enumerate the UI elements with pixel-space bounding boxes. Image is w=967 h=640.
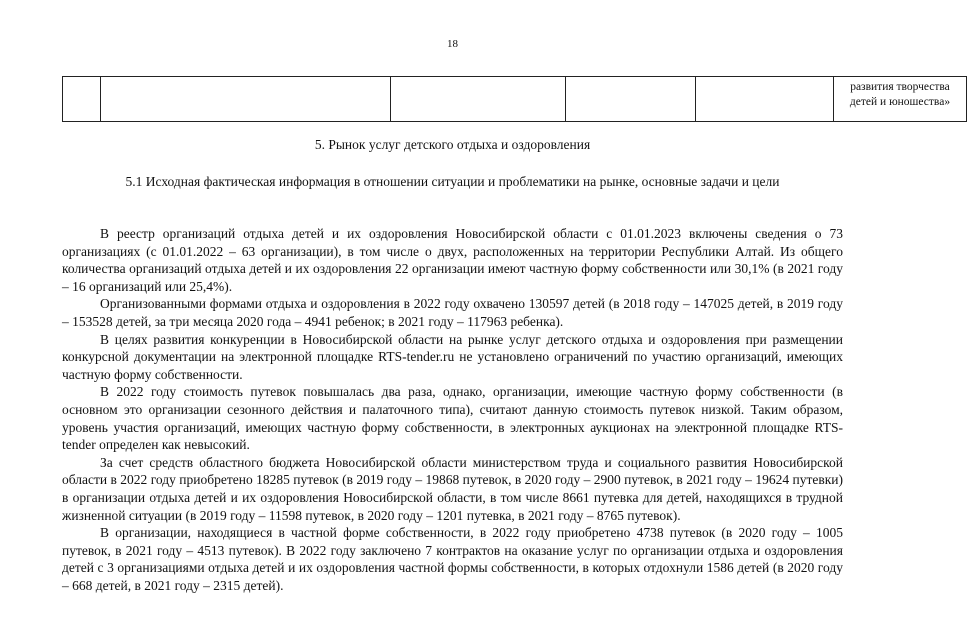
paragraph: Организованными формами отдыха и оздоровления в 2022 году охвачено 130597 детей (в 2018 году – 147025 детей, в 2019 году – 153528 детей, за три месяца 2020 года – 4941 ребенок; в 2021 году – 117963 ребенка). [62, 296, 843, 329]
subsection-title: 5.1 Исходная фактическая информация в отношении ситуации и проблематики на рынке, основные задачи и цели [125, 174, 780, 189]
paragraph: В организации, находящиеся в частной форме собственности, в 2022 году приобретено 4738 путевок (в 2020 году – 1005 путевок, в 2021 году – 4513 путевок). В 2022 году заключено 7 контрактов на оказание услуг по организации отдыха и оздоровления детей с 3 организациями отдыха детей и их оздоровления частной формы собственности, в которых отдохнули 1586 детей (в 2020 году – 668 детей, в 2021 году – 2315 детей). [62, 525, 843, 593]
paragraph: В реестр организаций отдыха детей и их оздоровления Новосибирской области с 01.01.2023 включены сведения о 73 организациях (с 01.01.2022 – 63 организации), в том числе о двух, расположенных на территории Республики Алтай. Из общего количества организаций отдыха детей и их оздоровления 22 организации имеют частную форму собственности или 30,1% (в 2021 году – 16 организаций или 25,4%). [62, 226, 843, 294]
table-row [63, 77, 967, 122]
page-number: 18 [447, 38, 458, 50]
body-text [62, 225, 843, 594]
paragraph: В целях развития конкуренции в Новосибирской области на рынке услуг детского отдыха и оздоровления при размещении конкурсной документации на электронной площадке RTS-tender.ru не установлено ограничений по участию организаций, имеющих частную форму собственности. [62, 331, 843, 382]
table-cell [63, 77, 101, 122]
paragraph: За счет средств областного бюджета Новосибирской области министерством труда и социального развития Новосибирской области в 2022 году приобретено 18285 путевок (в 2019 году – 19868 путевок, в 2020 году – 2900 путевок, в 2021 году – 19624 путевки) в организации отдыха детей и их оздоровления Новосибирской области, в том числе 8661 путевка для детей, находящихся в трудной жизненной ситуации (в 2019 году – 11598 путевок, в 2020 году – 1201 путевка, в 2021 году – 8765 путевок). [62, 454, 843, 523]
table-cell [101, 77, 391, 122]
table-cell [696, 77, 834, 122]
continuation-table [62, 76, 967, 122]
table-cell [391, 77, 566, 122]
section-title: 5. Рынок услуг детского отдыха и оздоровления [314, 137, 591, 152]
table-cell [566, 77, 696, 122]
paragraph: В 2022 году стоимость путевок повышалась два раза, однако, организации, имеющие частную форму собственности (в основном это организации сезонного действия и палаточного типа), считают данную стоимость путевок низкой. Таким образом, уровень участия организаций, имеющих частную форму собственности, в электронных аукционах на электронной площадке RTS-tender определен как невысокий. [62, 384, 843, 453]
table-cell: развития творчества детей и юношества» [834, 77, 967, 122]
